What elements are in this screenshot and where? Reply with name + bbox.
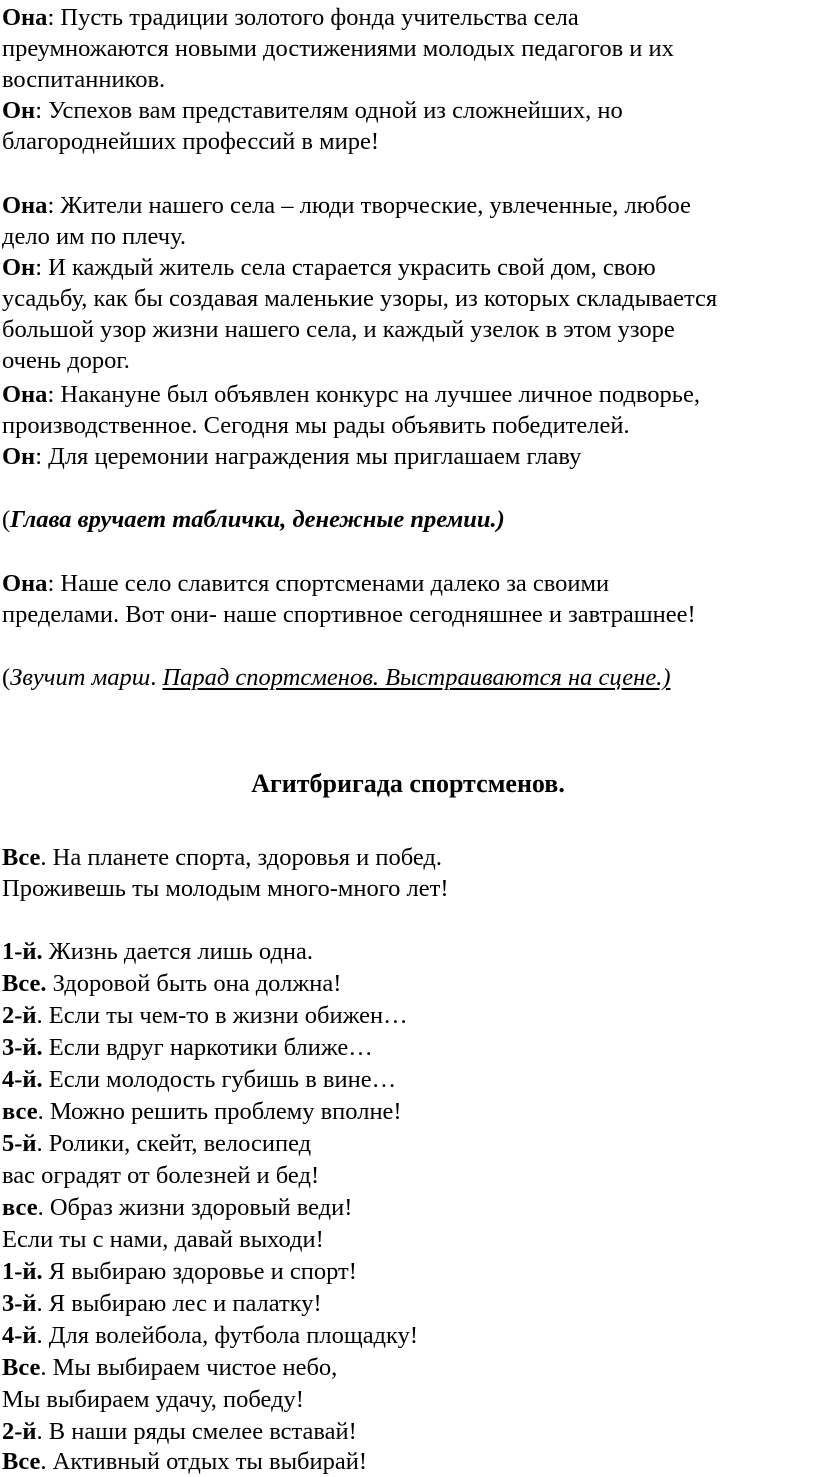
verse-text: . Образ жизни здоровый веди! — [37, 1194, 353, 1221]
verse-line — [2, 873, 449, 904]
verse-text: . В наши ряды смелее вставай! — [36, 1418, 357, 1445]
speaker-label: Он — [2, 443, 36, 470]
speaker-label: Он — [2, 254, 36, 281]
verse-text: . Для волейбола, футбола площадку! — [36, 1322, 418, 1349]
dialogue-line — [2, 283, 717, 314]
verse-speaker: 1-й. — [2, 938, 43, 965]
dialogue-line — [2, 568, 609, 599]
dialogue-text: дело им по плечу. — [2, 223, 187, 250]
verse-speaker: Все — [2, 1448, 41, 1475]
verse-speaker: 2-й — [2, 1002, 37, 1029]
stage-direction — [2, 662, 670, 693]
verse-line — [2, 1352, 337, 1383]
dialogue-text: : Накануне был объявлен конкурс на лучшее личное подворье, — [47, 381, 700, 408]
verse-line — [2, 1256, 357, 1287]
verse-speaker: 2-й — [2, 1418, 37, 1445]
speaker-label: Она — [2, 4, 48, 31]
dialogue-text: преумножаются новыми достижениями молодых педагогов и их — [2, 35, 674, 62]
verse-speaker: 3-й — [2, 1290, 37, 1317]
verse-speaker: 4-й — [2, 1322, 37, 1349]
dialogue-text: : Наше село славится спортсменами далеко за своими — [47, 570, 610, 597]
dialogue-line — [2, 410, 630, 441]
verse-line — [2, 1192, 352, 1223]
dialogue-text: воспитанников. — [2, 66, 166, 93]
stage-direction-dot: . — [150, 664, 163, 691]
dialogue-line — [2, 599, 696, 630]
dialogue-line — [2, 2, 579, 33]
verse-text: Если ты с нами, давай выходи! — [2, 1226, 324, 1253]
stage-direction — [2, 504, 505, 535]
verse-speaker: Все — [2, 1354, 41, 1381]
verse-speaker: 1-й. — [2, 1258, 43, 1285]
verse-text: Жизнь дается лишь одна. — [42, 938, 314, 965]
speaker-label: Она — [2, 570, 48, 597]
verse-line — [2, 1128, 311, 1159]
verse-speaker: все — [2, 1098, 38, 1125]
verse-line — [2, 936, 313, 967]
verse-line — [2, 1416, 357, 1447]
verse-line — [2, 1160, 319, 1191]
dialogue-line — [2, 95, 623, 126]
verse-text: Здоровой быть она должна! — [46, 970, 342, 997]
verse-speaker: все — [2, 1194, 38, 1221]
verse-line — [2, 1000, 408, 1031]
verse-text: вас оградят от болезней и бед! — [2, 1162, 320, 1189]
stage-open-paren: ( — [2, 664, 11, 691]
dialogue-text: : Успехов вам представителям одной из сложнейших, но — [35, 97, 623, 124]
verse-text: Мы выбираем удачу, победу! — [2, 1386, 304, 1413]
verse-line — [2, 1224, 324, 1255]
speaker-label: Он — [2, 97, 36, 124]
verse-text: . Ролики, скейт, велосипед — [36, 1130, 312, 1157]
verse-line — [2, 1288, 322, 1319]
verse-line — [2, 1064, 396, 1095]
verse-text: Я выбираю здоровье и спорт! — [42, 1258, 357, 1285]
verse-line — [2, 1096, 402, 1127]
speaker-label: Она — [2, 381, 48, 408]
verse-text: Если молодость губишь в вине… — [42, 1066, 397, 1093]
dialogue-text: производственное. Сегодня мы рады объявить победителей. — [2, 412, 630, 439]
dialogue-text: : Для церемонии награждения мы приглашаем главу — [35, 443, 582, 470]
verse-line — [2, 1320, 418, 1351]
verse-text: . Активный отдых ты выбирай! — [40, 1448, 368, 1475]
verse-text: . Если ты чем-то в жизни обижен… — [36, 1002, 408, 1029]
verse-line — [2, 1032, 373, 1063]
verse-line — [2, 968, 341, 999]
verse-speaker: Все — [2, 844, 41, 871]
verse-text: . Мы выбираем чистое небо, — [40, 1354, 338, 1381]
stage-open-paren: ( — [2, 506, 11, 533]
dialogue-line — [2, 441, 581, 472]
verse-text: . Я выбираю лес и палатку! — [36, 1290, 322, 1317]
verse-line — [2, 1446, 367, 1477]
stage-direction-italic: Звучит марш — [10, 664, 151, 691]
dialogue-line — [2, 64, 165, 95]
verse-text: . Можно решить проблему вполне! — [37, 1098, 402, 1125]
dialogue-line — [2, 314, 675, 345]
dialogue-text: : Пусть традиции золотого фонда учительства села — [47, 4, 579, 31]
verse-speaker: 4-й. — [2, 1066, 43, 1093]
dialogue-line — [2, 190, 691, 221]
verse-text: Если вдруг наркотики ближе… — [42, 1034, 373, 1061]
dialogue-line — [2, 345, 130, 376]
stage-direction-underlined: Парад спортсменов. Выстраиваются на сцене.) — [162, 664, 671, 691]
section-heading: Агитбригада спортсменов. — [251, 769, 565, 798]
dialogue-line — [2, 221, 186, 252]
dialogue-text: благороднейших профессий в мире! — [2, 128, 380, 155]
verse-line — [2, 1384, 304, 1415]
verse-speaker: 5-й — [2, 1130, 37, 1157]
dialogue-text: пределами. Вот они- наше спортивное сегодняшнее и завтрашнее! — [2, 601, 696, 628]
dialogue-text: усадьбу, как бы создавая маленькие узоры, из которых складывается — [2, 285, 718, 312]
dialogue-text: : Жители нашего села – люди творческие, увлеченные, любое — [47, 192, 691, 219]
dialogue-line — [2, 379, 700, 410]
dialogue-text: : И каждый житель села старается украсить свой дом, свою — [35, 254, 656, 281]
dialogue-line — [2, 126, 379, 157]
verse-text: . На планете спорта, здоровья и побед. — [40, 844, 442, 871]
dialogue-text: большой узор жизни нашего села, и каждый узелок в этом узоре — [2, 316, 675, 343]
verse-line — [2, 842, 442, 873]
dialogue-text: очень дорог. — [2, 347, 130, 374]
stage-direction-text: Глава вручает таблички, денежные премии.) — [10, 506, 505, 533]
dialogue-line — [2, 252, 656, 283]
verse-speaker: 3-й. — [2, 1034, 43, 1061]
dialogue-line — [2, 33, 674, 64]
verse-speaker: Все. — [2, 970, 47, 997]
speaker-label: Она — [2, 192, 48, 219]
verse-text: Проживешь ты молодым много-много лет! — [2, 875, 449, 902]
